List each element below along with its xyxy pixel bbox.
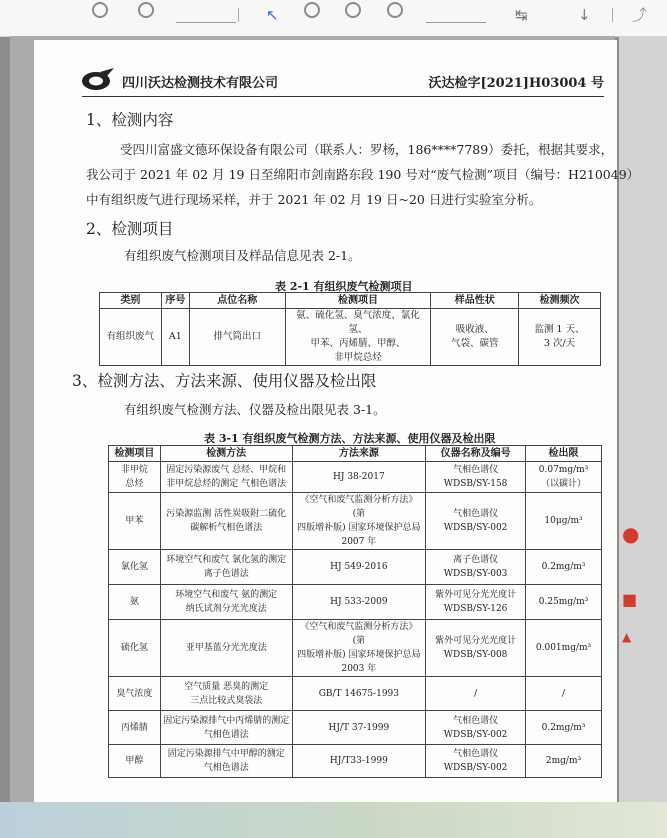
- toolbar-separator: [238, 8, 239, 22]
- draw-icon[interactable]: ⤴: [632, 6, 648, 24]
- cell-line: 污染源监测 活性炭吸附二硫化: [166, 509, 287, 519]
- paragraph-line: 我公司于 2021 年 02 月 19 日至绵阳市剑南路东段 190 号对“废气检测”项目（编号：H210049）: [86, 167, 640, 182]
- table-header-cell: 点位名称: [189, 293, 285, 309]
- table-row: [100, 309, 601, 366]
- table-header-cell: 仪器名称及编号: [426, 446, 526, 462]
- table-cell: [160, 462, 292, 493]
- cell-line: 固定污染源排气中甲醇的测定: [167, 749, 285, 759]
- table-cell: [160, 711, 292, 745]
- cell-line: 四版增补版) 国家环境保护总局: [297, 523, 421, 533]
- zoom-icon[interactable]: [387, 2, 403, 18]
- rotate-right-icon[interactable]: [138, 2, 154, 18]
- cell-line: 固定污染源废气 总烃、甲烷和: [166, 465, 287, 475]
- table-cell: [426, 585, 526, 620]
- cell-line: 气相色谱仪: [453, 749, 499, 759]
- table-cell: [160, 620, 292, 677]
- cell-line: 2003 年: [341, 664, 377, 674]
- table-cell: [426, 677, 526, 711]
- table-cell: [160, 550, 292, 585]
- detection-items-table: [99, 292, 601, 366]
- cell-line: WDSB/SY-008: [443, 650, 508, 660]
- table-cell: [292, 711, 426, 745]
- table-cell: [292, 462, 426, 493]
- table-header-cell: 序号: [161, 293, 189, 309]
- cell-line: HJ 38-2017: [333, 472, 385, 482]
- toolbar-separator: [612, 8, 613, 22]
- cell-line: WDSB/SY-126: [443, 604, 508, 614]
- section-title: 3、检测方法、方法来源、使用仪器及检出限: [72, 372, 377, 390]
- table-cell: 氯化氢: [109, 550, 161, 585]
- table-cell: [426, 493, 526, 550]
- cell-line: HJ 533-2009: [330, 597, 388, 607]
- table-header-row: [109, 446, 602, 462]
- table-cell: [292, 620, 426, 677]
- cell-line: 吸收液、: [455, 324, 494, 335]
- cell-line: HJ/T33-1999: [329, 756, 388, 766]
- cell-line: 2007 年: [341, 537, 377, 547]
- table-cell: [426, 711, 526, 745]
- cell-line: 气相色谱仪: [453, 509, 499, 519]
- cell-line: 环境空气和废气 氯化氢的测定: [166, 555, 287, 565]
- table-cell: [526, 585, 602, 620]
- stamp-fragment: ■: [622, 590, 638, 609]
- cell-line: WDSB/SY-002: [443, 729, 508, 740]
- cell-line: 四版增补版) 国家环境保护总局: [297, 650, 421, 660]
- table-cell: [292, 550, 426, 585]
- redo-icon[interactable]: [345, 2, 361, 18]
- table-cell: [426, 462, 526, 493]
- paragraph-line: 有组织废气检测方法、仪器及检出限见表 3-1。: [124, 402, 386, 417]
- cell-line: 0.2mg/m³: [541, 722, 586, 733]
- table-cell: [160, 493, 292, 550]
- table-cell: [426, 745, 526, 778]
- cell-line: /: [474, 688, 478, 699]
- cell-line: 《空气和废气监测分析方法》(第: [300, 495, 418, 519]
- table-cell: [519, 309, 601, 366]
- table-header-cell: 检测项目: [109, 446, 161, 462]
- cell-line: 0.2mg/m³: [541, 562, 586, 572]
- fit-icon[interactable]: ↹: [515, 6, 528, 24]
- cell-line: WDSB/SY-002: [443, 523, 508, 533]
- cell-line: 空气质量 恶臭的测定: [184, 681, 269, 692]
- paragraph-line: 有组织废气检测项目及样品信息见表 2-1。: [124, 248, 361, 263]
- paragraph-line: 中有组织废气进行现场采样，并于 2021 年 02 月 19 日~20 日进行实验室分析。: [86, 192, 542, 207]
- table-caption: 表 2-1 有组织废气检测项目: [275, 280, 413, 293]
- paragraph-line: 受四川富盛文德环保设备有限公司（联系人：罗杨，186****7789）委托，根据其要求，: [120, 142, 614, 157]
- cell-line: 气相色谱仪: [453, 715, 499, 726]
- cell-line: 离子色谱法: [203, 569, 249, 579]
- table-header-cell: 样品性状: [431, 293, 519, 309]
- side-panel: [619, 36, 667, 802]
- table-cell: 氨: [109, 585, 161, 620]
- table-header-cell: 检测频次: [519, 293, 601, 309]
- cell-line: HJ/T 37-1999: [328, 722, 390, 733]
- download-icon[interactable]: ↓: [578, 6, 591, 24]
- report-number: 沃达检字[2021]H03004 号: [428, 76, 604, 91]
- table-cell: 硫化氢: [109, 620, 161, 677]
- table-row: [109, 677, 602, 711]
- table-header-row: [100, 293, 601, 309]
- cell-line: 离子色谱仪: [453, 555, 499, 565]
- cell-line: 10μg/m³: [544, 516, 583, 526]
- table-cell: [160, 745, 292, 778]
- cell-line: WDSB/SY-002: [443, 763, 508, 773]
- method-table: [108, 445, 602, 778]
- cell-line: 甲苯、丙烯腈、甲醇、: [310, 338, 406, 349]
- table-cell: 丙烯腈: [109, 711, 161, 745]
- table-cell: [426, 620, 526, 677]
- section-title: 1、检测内容: [86, 111, 174, 129]
- company-logo-icon: [80, 68, 116, 92]
- table-header-cell: 方法来源: [292, 446, 426, 462]
- cell-line: 三点比较式臭袋法: [190, 695, 263, 706]
- page-header: [82, 68, 604, 97]
- table-header-cell: 检测方法: [160, 446, 292, 462]
- table-cell: [431, 309, 519, 366]
- cell-line: 纳氏试剂分光光度法: [185, 604, 267, 614]
- table-cell: [526, 745, 602, 778]
- table-cell: [526, 462, 602, 493]
- table-cell: [292, 585, 426, 620]
- table-caption: 表 3-1 有组织废气检测方法、方法来源、使用仪器及检出限: [204, 432, 496, 445]
- table-cell: [426, 550, 526, 585]
- cell-line: /: [561, 688, 566, 699]
- zoom-input-underline[interactable]: [426, 22, 486, 23]
- cell-line: 0.07mg/m³: [538, 465, 589, 475]
- taskbar-strip: [0, 802, 667, 838]
- cell-line: 《空气和废气监测分析方法》(第: [300, 622, 418, 646]
- cell-line: 紫外可见分光光度计: [435, 636, 517, 646]
- cell-line: 紫外可见分光光度计: [435, 590, 517, 600]
- table-header-cell: 类别: [100, 293, 162, 309]
- cell-line: 气相色谱法: [203, 729, 249, 740]
- table-cell: 排气筒出口: [189, 309, 285, 366]
- table-row: [109, 745, 602, 778]
- cell-line: 非甲烷: [120, 465, 148, 475]
- cell-line: 固定污染源排气中丙烯腈的测定: [163, 715, 290, 726]
- cell-line: WDSB/SY-003: [443, 569, 508, 579]
- table-cell: [292, 745, 426, 778]
- cell-line: 亚甲基蓝分光光度法: [185, 643, 267, 653]
- cell-line: GB/T 14675-1993: [318, 688, 399, 699]
- table-cell: [160, 585, 292, 620]
- cursor-icon[interactable]: ↖: [266, 6, 279, 24]
- table-row: [109, 462, 602, 493]
- table-cell: [526, 677, 602, 711]
- stamp-fragment: ▲: [622, 630, 632, 644]
- undo-icon[interactable]: [304, 2, 320, 18]
- table-cell: [285, 309, 431, 366]
- table-row: [109, 585, 602, 620]
- table-header-cell: 检测项目: [285, 293, 431, 309]
- cell-line: WDSB/SY-158: [443, 479, 508, 489]
- table-cell: 臭气浓度: [109, 677, 161, 711]
- table-cell: 甲醇: [109, 745, 161, 778]
- table-row: [109, 711, 602, 745]
- cell-line: 0.25mg/m³: [538, 597, 589, 607]
- viewer-toolbar: [0, 0, 667, 37]
- cell-line: HJ 549-2016: [330, 562, 388, 572]
- table-cell: [292, 493, 426, 550]
- table-cell: [526, 493, 602, 550]
- table-row: [109, 550, 602, 585]
- table-cell: 甲苯: [109, 493, 161, 550]
- cell-line: 氨、硫化氢、臭气浓度、氯化氢、: [296, 310, 420, 335]
- table-cell: A1: [161, 309, 189, 366]
- company-name: 四川沃达检测技术有限公司: [122, 76, 279, 91]
- table-row: [109, 493, 602, 550]
- cell-line: 碳解析气相色谱法: [190, 523, 263, 533]
- cell-line: 监测 1 天、: [534, 324, 585, 335]
- stamp-fragment: ●: [622, 522, 640, 546]
- cell-line: 气相色谱仪: [453, 465, 499, 475]
- cell-line: 非甲烷总烃的测定 气相色谱法: [166, 479, 287, 489]
- rotate-left-icon[interactable]: [92, 2, 108, 18]
- section-title: 2、检测项目: [86, 220, 174, 238]
- table-cell: [526, 620, 602, 677]
- table-row: [109, 620, 602, 677]
- page-input-underline[interactable]: [176, 22, 236, 23]
- cell-line: 3 次/天: [543, 338, 576, 349]
- cell-line: 非甲烷总烃: [334, 352, 382, 363]
- table-header-cell: 检出限: [526, 446, 602, 462]
- table-cell: 有组织废气: [100, 309, 162, 366]
- cell-line: 气袋、碳管: [450, 338, 499, 349]
- cell-line: 2mg/m³: [545, 756, 582, 766]
- table-cell: [526, 550, 602, 585]
- cell-line: 环境空气和废气 氨的测定: [175, 590, 278, 600]
- cell-line: 0.001mg/m³: [535, 643, 592, 653]
- cell-line: 总烃: [125, 479, 144, 489]
- cell-line: 气相色谱法: [203, 763, 249, 773]
- table-cell: [526, 711, 602, 745]
- table-cell: [160, 677, 292, 711]
- table-cell: [292, 677, 426, 711]
- table-cell: [109, 462, 161, 493]
- cell-line: （以碳计）: [541, 479, 587, 489]
